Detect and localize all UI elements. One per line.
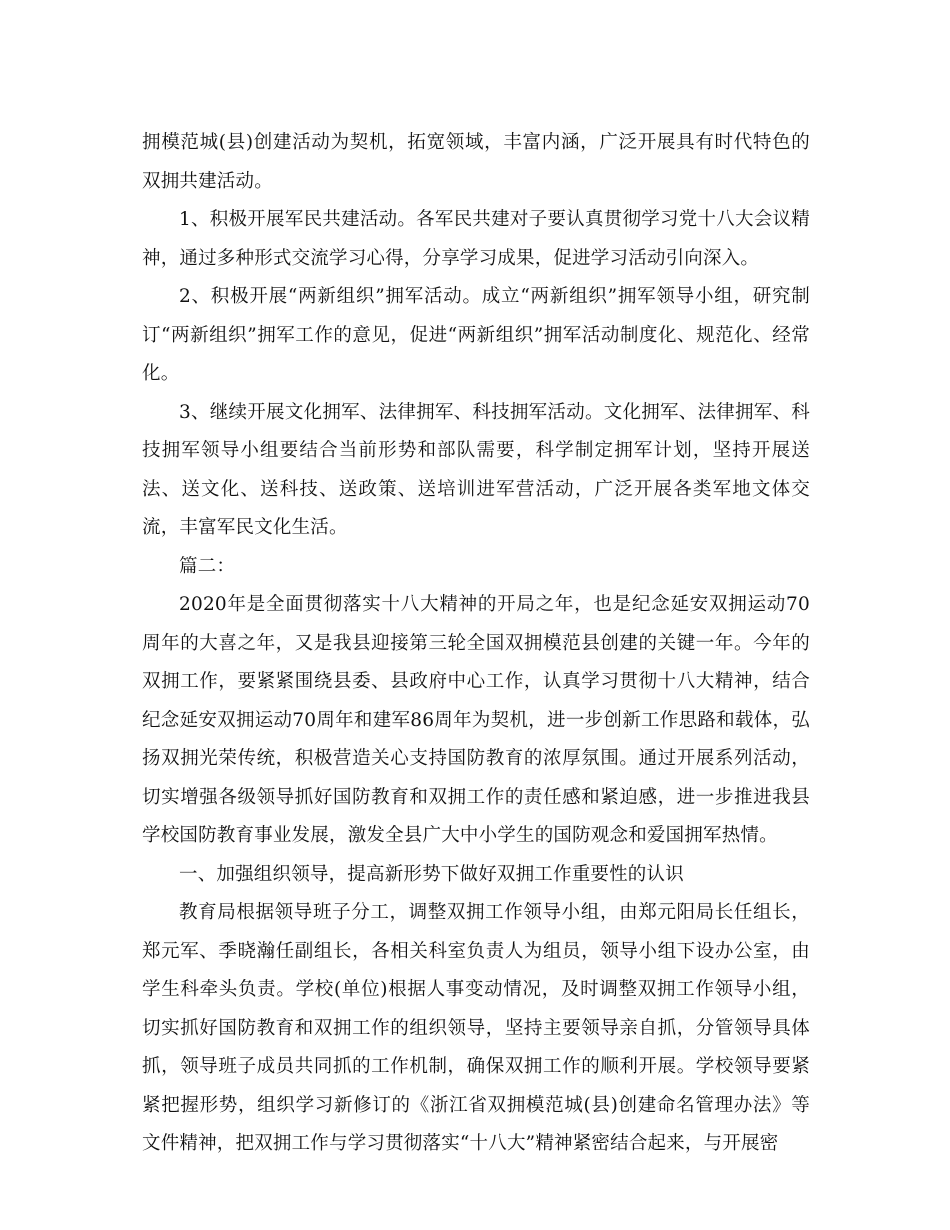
paragraph-item-3: 3、继续开展文化拥军、法律拥军、科技拥军活动。文化拥军、法律拥军、科技拥军领导小组要结合当前形势和部队需要，科学制定拥军计划，坚持开展送法、送文化、送科技、送政策、送培训进军营活动，广泛开展各类军地文体交流，丰富军民文化生活。: [142, 401, 810, 538]
section-heading-one: 一、加强组织领导，提高新形势下做好双拥工作重要性的认识: [179, 863, 684, 885]
document-body: [142, 124, 810, 1164]
paragraph-item-2: 2、积极开展“两新组织”拥军活动。成立“两新组织”拥军领导小组，研究制订“两新组织”拥军工作的意见，促进“两新组织”拥军活动制度化、规范化、经常化。: [142, 286, 810, 384]
paragraph-continuation: 拥模范城(县)创建活动为契机，拓宽领域，丰富内涵，广泛开展具有时代特色的双拥共建活动。: [142, 132, 810, 192]
paragraph-intro: 2020年是全面贯彻落实十八大精神的开局之年，也是纪念延安双拥运动70周年的大喜之年，又是我县迎接第三轮全国双拥模范县创建的关键一年。今年的双拥工作，要紧紧围绕县委、县政府中心工作，认真学习贯彻十八大精神，结合纪念延安双拥运动70周年和建军86周年为契机，进一步创新工作思路和载体，弘扬双拥光荣传统，积极营造关心支持国防教育的浓厚氛围。通过开展系列活动，切实增强各级领导抓好国防教育和双拥工作的责任感和紧迫感，进一步推进我县学校国防教育事业发展，激发全县广大中小学生的国防观念和爱国拥军热情。: [142, 594, 810, 846]
section-heading-part-two: 篇二：: [179, 555, 236, 577]
paragraph-organization: 教育局根据领导班子分工，调整双拥工作领导小组，由郑元阳局长任组长，郑元军、季晓瀚任副组长，各相关科室负责人为组员，领导小组下设办公室，由学生科牵头负责。学校(单位)根据人事变动情况，及时调整双拥工作领导小组，切实抓好国防教育和双拥工作的组织领导，坚持主要领导亲自抓，分管领导具体抓，领导班子成员共同抓的工作机制，确保双拥工作的顺利开展。学校领导要紧紧把握形势，组织学习新修订的《浙江省双拥模范城(县)创建命名管理办法》等文件精神，把双拥工作与学习贯彻落实“十八大”精神紧密结合起来，与开展密: [142, 902, 810, 1154]
paragraph-item-1: 1、积极开展军民共建活动。各军民共建对子要认真贯彻学习党十八大会议精神，通过多种形式交流学习心得，分享学习成果，促进学习活动引向深入。: [142, 209, 810, 269]
